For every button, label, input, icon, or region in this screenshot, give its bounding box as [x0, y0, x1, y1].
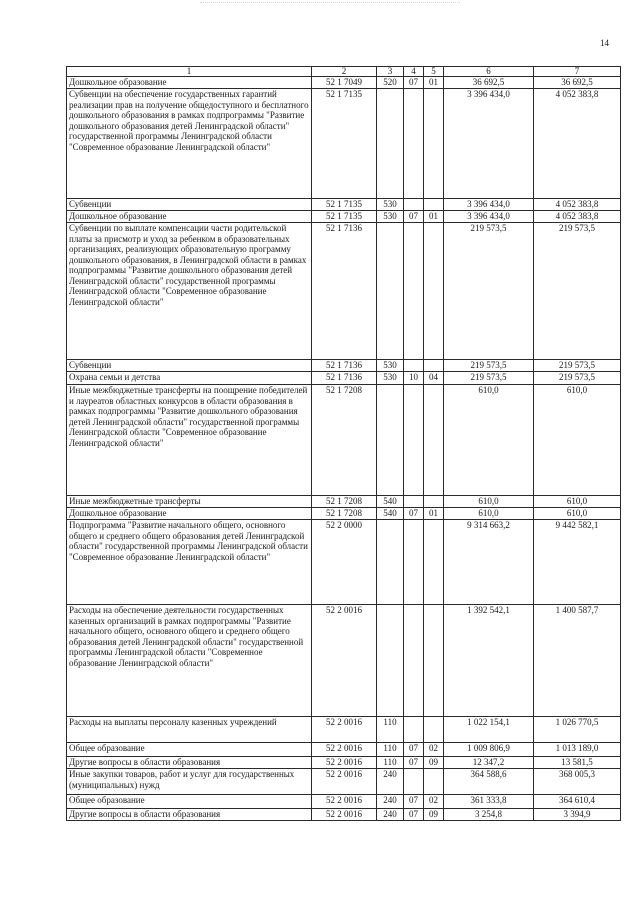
- row-target-code: 52 2 0016: [312, 717, 377, 743]
- row-target-code: 52 2 0016: [312, 769, 377, 795]
- row-expense-type: 240: [377, 795, 404, 809]
- row-description: Иные закупки товаров, работ и услуг для государственных (муниципальных) нужд: [67, 769, 312, 795]
- row-section: [404, 89, 424, 199]
- row-amount-year-1: 36 692,5: [444, 77, 534, 89]
- row-amount-year-1: 364 588,6: [444, 769, 534, 795]
- row-amount-year-1: 219 573,5: [444, 372, 534, 385]
- column-header: 3: [377, 67, 404, 77]
- row-amount-year-2: 1 400 587,7: [534, 605, 621, 717]
- row-amount-year-2: 1 013 189,0: [534, 743, 621, 757]
- column-header: 5: [424, 67, 444, 77]
- row-amount-year-2: 219 573,5: [534, 360, 621, 372]
- row-section: 07: [404, 757, 424, 769]
- row-target-code: 52 2 0016: [312, 809, 377, 821]
- row-amount-year-2: 4 052 383,8: [534, 211, 621, 223]
- row-section: 07: [404, 809, 424, 821]
- row-description: Общее образование: [67, 795, 312, 809]
- row-subsection: [424, 496, 444, 508]
- row-amount-year-2: 610,0: [534, 508, 621, 520]
- row-expense-type: 110: [377, 743, 404, 757]
- row-description: Субвенции: [67, 199, 312, 211]
- page-number: 14: [600, 38, 609, 48]
- row-amount-year-1: 3 396 434,0: [444, 199, 534, 211]
- row-amount-year-2: 219 573,5: [534, 372, 621, 385]
- row-amount-year-1: 361 333,8: [444, 795, 534, 809]
- row-description: Иные межбюджетные трансферты на поощрение победителей и лауреатов областных конкурсов в области образования в рамках подпрограммы "Развитие дошкольного образования детей Ленинградской области" государственной программы Ленинградской области "Современное образование Ленинградской области": [67, 385, 312, 496]
- row-target-code: 52 2 0016: [312, 795, 377, 809]
- row-expense-type: [377, 520, 404, 605]
- row-description: Иные межбюджетные трансферты: [67, 496, 312, 508]
- row-amount-year-2: 368 005,3: [534, 769, 621, 795]
- row-subsection: [424, 717, 444, 743]
- row-amount-year-2: 4 052 383,8: [534, 89, 621, 199]
- column-header: 6: [444, 67, 534, 77]
- row-target-code: 52 1 7136: [312, 372, 377, 385]
- row-target-code: 52 1 7208: [312, 385, 377, 496]
- row-description: Субвенции по выплате компенсации части родительской платы за присмотр и уход за ребенком в образовательных организациях, реализующих образовательную программу дошкольного образования, в Ленинградской области в рамках подпрограммы "Развитие дошкольного образования детей Ленинградской области" государственной программы Ленинградской области "Современное образование Ленинградской области": [67, 223, 312, 360]
- table-row: [67, 520, 621, 605]
- row-amount-year-2: 3 394,9: [534, 809, 621, 821]
- row-description: Дошкольное образование: [67, 211, 312, 223]
- row-amount-year-1: 3 396 434,0: [444, 211, 534, 223]
- row-subsection: [424, 223, 444, 360]
- table-row: [67, 211, 621, 223]
- row-section: [404, 199, 424, 211]
- row-amount-year-1: 219 573,5: [444, 223, 534, 360]
- row-section: [404, 223, 424, 360]
- row-subsection: 01: [424, 77, 444, 89]
- row-target-code: 52 1 7208: [312, 496, 377, 508]
- row-description: Охрана семьи и детства: [67, 372, 312, 385]
- row-section: [404, 605, 424, 717]
- row-expense-type: 520: [377, 77, 404, 89]
- table-row: [67, 508, 621, 520]
- row-target-code: 52 1 7049: [312, 77, 377, 89]
- row-section: 07: [404, 508, 424, 520]
- scan-artifact: [200, 2, 460, 6]
- row-target-code: 52 2 0016: [312, 757, 377, 769]
- row-expense-type: 540: [377, 508, 404, 520]
- row-expense-type: [377, 385, 404, 496]
- column-header: 7: [534, 67, 621, 77]
- row-amount-year-1: 1 009 806,9: [444, 743, 534, 757]
- row-expense-type: [377, 223, 404, 360]
- row-amount-year-2: 13 581,5: [534, 757, 621, 769]
- row-amount-year-2: 9 442 582,1: [534, 520, 621, 605]
- row-section: [404, 385, 424, 496]
- row-subsection: 09: [424, 757, 444, 769]
- row-amount-year-1: 610,0: [444, 385, 534, 496]
- row-subsection: [424, 769, 444, 795]
- row-expense-type: 110: [377, 757, 404, 769]
- row-amount-year-2: 1 026 770,5: [534, 717, 621, 743]
- column-header: 1: [67, 67, 312, 77]
- row-expense-type: 240: [377, 809, 404, 821]
- row-description: Дошкольное образование: [67, 77, 312, 89]
- row-subsection: [424, 520, 444, 605]
- row-expense-type: 110: [377, 717, 404, 743]
- row-subsection: [424, 385, 444, 496]
- row-section: 07: [404, 743, 424, 757]
- row-target-code: 52 1 7208: [312, 508, 377, 520]
- row-target-code: 52 1 7135: [312, 199, 377, 211]
- row-expense-type: 530: [377, 199, 404, 211]
- row-subsection: 01: [424, 211, 444, 223]
- row-subsection: [424, 89, 444, 199]
- row-expense-type: [377, 605, 404, 717]
- table-row: [67, 809, 621, 821]
- column-header: 4: [404, 67, 424, 77]
- row-amount-year-1: 219 573,5: [444, 360, 534, 372]
- row-description: Расходы на выплаты персоналу казенных учреждений: [67, 717, 312, 743]
- row-target-code: 52 2 0000: [312, 520, 377, 605]
- table-row: [67, 372, 621, 385]
- row-description: Расходы на обеспечение деятельности государственных казенных организаций в рамках подпрограммы "Развитие начального общего, основного общего и среднего общего образования детей Ленинградской области" государственной программы Ленинградской области "Современное образование Ленинградской области": [67, 605, 312, 717]
- row-section: 07: [404, 795, 424, 809]
- row-description: Субвенции: [67, 360, 312, 372]
- table-row: [67, 199, 621, 211]
- row-expense-type: 530: [377, 372, 404, 385]
- row-section: 07: [404, 77, 424, 89]
- table-row: [67, 89, 621, 199]
- row-expense-type: 530: [377, 360, 404, 372]
- row-description: Субвенции на обеспечение государственных гарантий реализации прав на получение общедоступного и бесплатного дошкольного образования в рамках подпрограммы "Развитие дошкольного образования детей Ленинградской области" государственной программы Ленинградской области "Современное образование Ленинградской области": [67, 89, 312, 199]
- row-target-code: 52 1 7135: [312, 89, 377, 199]
- row-section: 10: [404, 372, 424, 385]
- table-row: [67, 743, 621, 757]
- row-section: [404, 496, 424, 508]
- row-target-code: 52 1 7136: [312, 360, 377, 372]
- row-amount-year-2: 610,0: [534, 385, 621, 496]
- row-amount-year-1: 1 392 542,1: [444, 605, 534, 717]
- row-amount-year-2: 610,0: [534, 496, 621, 508]
- row-target-code: 52 1 7136: [312, 223, 377, 360]
- row-amount-year-2: 364 610,4: [534, 795, 621, 809]
- table-header-row: [67, 67, 621, 77]
- row-amount-year-2: 4 052 383,8: [534, 199, 621, 211]
- table-row: [67, 385, 621, 496]
- row-description: Дошкольное образование: [67, 508, 312, 520]
- row-expense-type: 240: [377, 769, 404, 795]
- row-amount-year-2: 219 573,5: [534, 223, 621, 360]
- row-amount-year-1: 1 022 154,1: [444, 717, 534, 743]
- row-section: 07: [404, 211, 424, 223]
- table-row: [67, 496, 621, 508]
- row-subsection: 01: [424, 508, 444, 520]
- row-amount-year-1: 12 347,2: [444, 757, 534, 769]
- row-description: Другие вопросы в области образования: [67, 757, 312, 769]
- row-subsection: [424, 360, 444, 372]
- table-row: [67, 717, 621, 743]
- budget-table: [66, 66, 621, 821]
- row-section: [404, 769, 424, 795]
- row-expense-type: 540: [377, 496, 404, 508]
- row-amount-year-1: 9 314 663,2: [444, 520, 534, 605]
- row-target-code: 52 2 0016: [312, 605, 377, 717]
- row-target-code: 52 2 0016: [312, 743, 377, 757]
- table-row: [67, 605, 621, 717]
- row-amount-year-1: 610,0: [444, 496, 534, 508]
- row-description: Подпрограмма "Развитие начального общего, основного общего и среднего общего образования детей Ленинградской области" государственной программы Ленинградской области "Современное образование Ленинградской области": [67, 520, 312, 605]
- row-expense-type: 530: [377, 211, 404, 223]
- row-section: [404, 520, 424, 605]
- row-amount-year-1: 3 396 434,0: [444, 89, 534, 199]
- row-expense-type: [377, 89, 404, 199]
- row-subsection: 02: [424, 743, 444, 757]
- row-amount-year-1: 610,0: [444, 508, 534, 520]
- table-row: [67, 77, 621, 89]
- row-target-code: 52 1 7135: [312, 211, 377, 223]
- row-subsection: [424, 605, 444, 717]
- row-subsection: [424, 199, 444, 211]
- table-row: [67, 360, 621, 372]
- table-row: [67, 795, 621, 809]
- column-header: 2: [312, 67, 377, 77]
- row-amount-year-2: 36 692,5: [534, 77, 621, 89]
- row-description: Другие вопросы в области образования: [67, 809, 312, 821]
- table-row: [67, 769, 621, 795]
- row-description: Общее образование: [67, 743, 312, 757]
- row-subsection: 09: [424, 809, 444, 821]
- row-amount-year-1: 3 254,8: [444, 809, 534, 821]
- table-row: [67, 223, 621, 360]
- row-section: [404, 360, 424, 372]
- row-subsection: 02: [424, 795, 444, 809]
- row-section: [404, 717, 424, 743]
- row-subsection: 04: [424, 372, 444, 385]
- table-row: [67, 757, 621, 769]
